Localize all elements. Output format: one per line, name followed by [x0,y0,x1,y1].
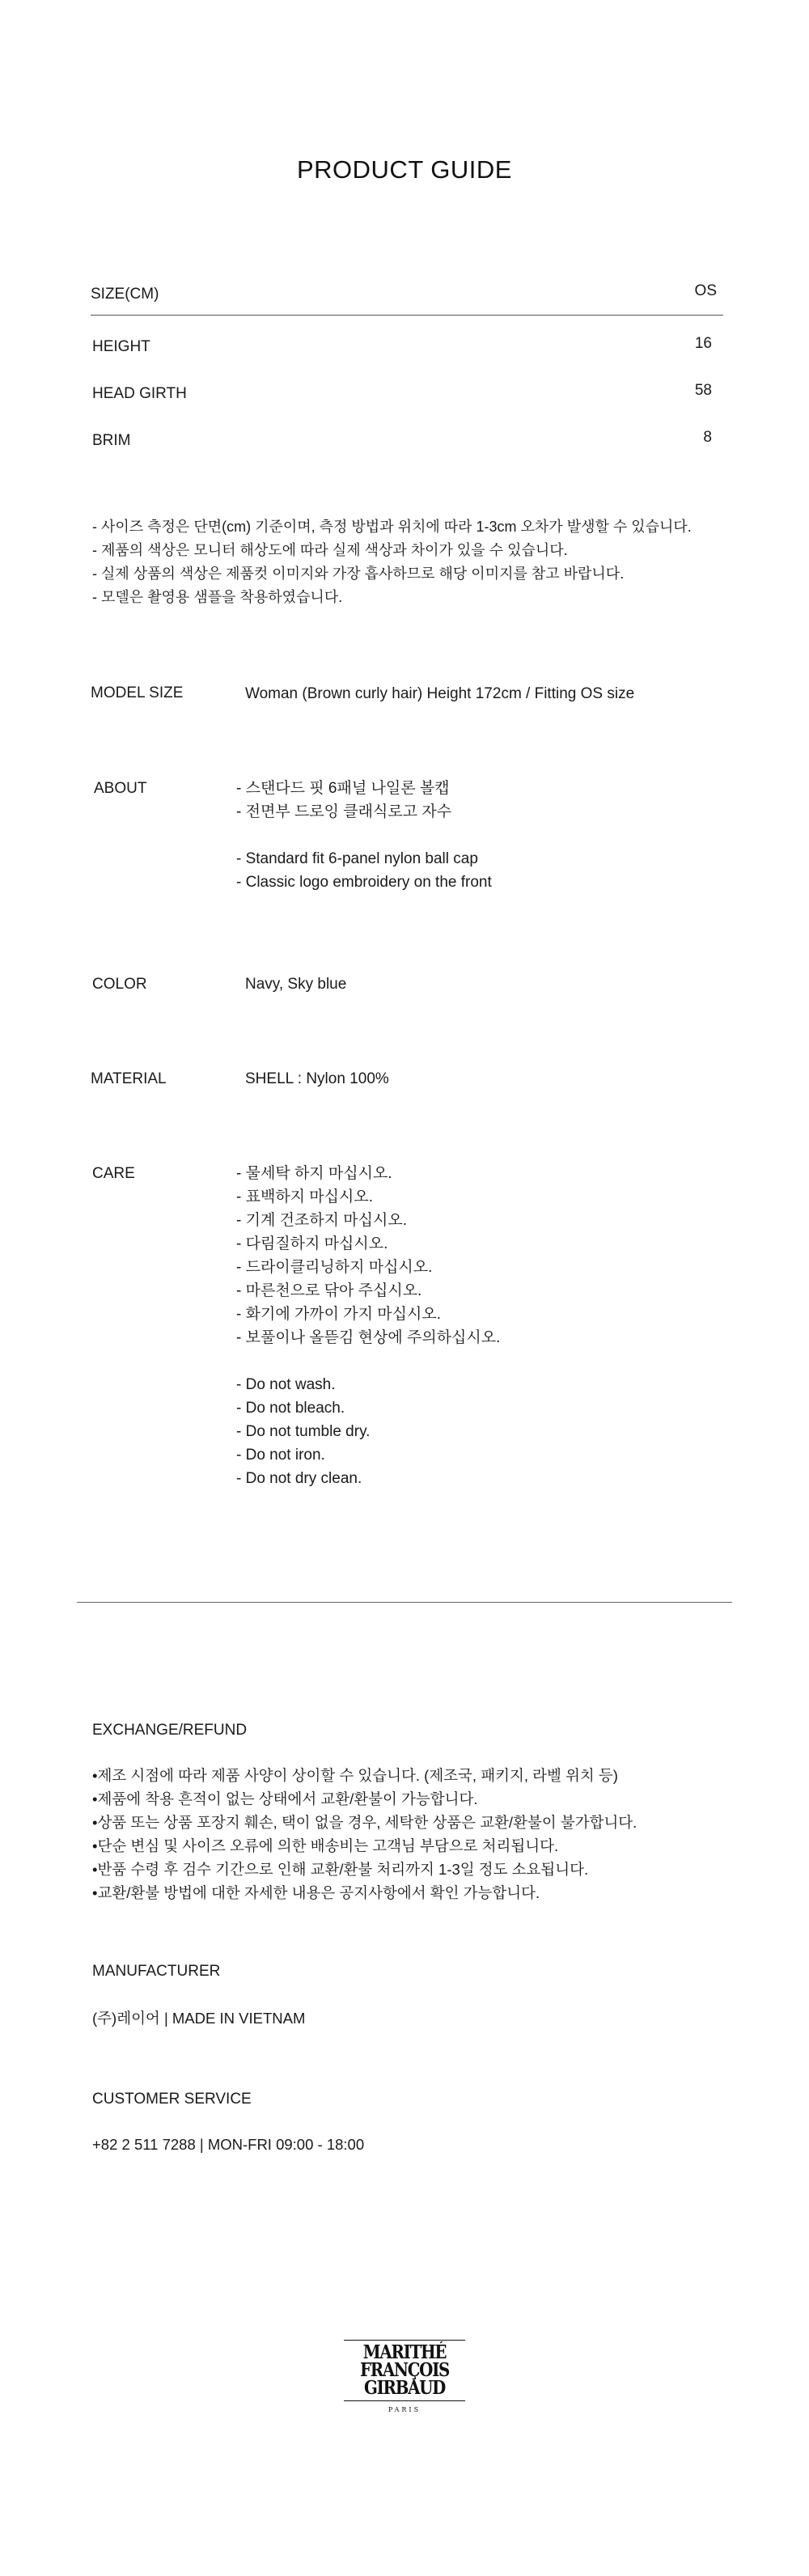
care-line: - 보풀이나 올뜯김 현상에 주의하십시오. [236,1329,501,1346]
about-line [236,824,492,847]
exchange-line: •제조 시점에 따라 제품 사양이 상이할 수 있습니다. (제조국, 패키지, 라벨 위치 등) [92,1767,618,1784]
care-line: - 화기에 가까이 가지 마십시오. [236,1306,441,1323]
size-row-value: 58 [694,382,712,399]
customer-service-text: +82 2 511 7288 | MON-FRI 09:00 - 18:00 [92,2136,365,2153]
size-header-value: OS [694,282,717,299]
exchange-lines [92,1764,637,1904]
customer-service-value [92,2133,364,2156]
logo-word-3: GIRBAUD [363,2377,446,2399]
size-row-value: 8 [703,429,712,446]
brand-logo [344,2340,465,2413]
note-line: - 모델은 촬영용 샘플을 착용하였습니다. [92,589,343,605]
logo-word-1: MARITHÉ [362,2341,447,2363]
size-header-label: SIZE(CM) [91,286,159,303]
care-line: - Do not dry clean. [236,1470,362,1487]
care-line: - Do not wash. [236,1376,336,1393]
care-lines [236,1162,500,1490]
material-value [245,1067,389,1091]
about-lines [236,777,492,894]
size-table [91,279,723,456]
exchange-title: EXCHANGE/REFUND [92,1722,248,1739]
exchange-line: •교환/환불 방법에 대한 자세한 내용은 공지사항에서 확인 가능합니다. [92,1884,540,1901]
material-text: SHELL : Nylon 100% [245,1070,389,1087]
material-label: MATERIAL [91,1070,167,1087]
logo-bottom-rule [344,2400,465,2401]
care-line: - 물세탁 하지 마십시오. [236,1165,392,1182]
manufacturer-title: MANUFACTURER [92,1963,221,1980]
model-size-label: MODEL SIZE [91,684,184,701]
care-line: - Do not tumble dry. [236,1423,371,1440]
about-line: - Classic logo embroidery on the front [236,874,492,891]
size-row-brim [91,409,723,456]
exchange-line: •단순 변심 및 사이즈 오류에 의한 배송비는 고객님 부담으로 처리됩니다. [92,1837,559,1854]
logo-word-2: FRANÇOIS [359,2359,450,2381]
exchange-line: •제품에 착용 흔적이 없는 상태에서 교환/환불이 가능합니다. [92,1790,478,1807]
care-line: - 기계 건조하지 마십시오. [236,1212,407,1229]
size-row-head-girth [91,362,723,409]
note-line: - 제품의 색상은 모니터 해상도에 따라 실제 색상과 차이가 있을 수 있습니다. [92,542,568,558]
note-line: - 실제 상품의 색상은 제품컷 이미지와 가장 흡사하므로 해당 이미지를 참고 바랍니다. [92,566,625,582]
model-size-text: Woman (Brown curly hair) Height 172cm / Fitting OS size [245,685,635,702]
about-line: - 전면부 드로잉 클래식로고 자수 [236,803,452,820]
exchange-line: •반품 수령 후 검수 기간으로 인해 교환/환불 처리까지 1-3일 정도 소요됩니다. [92,1861,589,1878]
about-label: ABOUT [94,780,147,797]
note-line: - 사이즈 측정은 단면(cm) 기준이며, 측정 방법과 위치에 따라 1-3cm 오차가 발생할 수 있습니다. [92,519,692,535]
color-value [245,972,346,996]
care-line: - 마른천으로 닦아 주십시오. [236,1282,422,1299]
size-row-label: BRIM [92,432,131,449]
size-row-label: HEAD GIRTH [92,385,187,402]
size-table-header [91,279,723,316]
care-line: - Do not iron. [236,1447,325,1464]
care-label: CARE [92,1165,135,1182]
logo-city: PARIS [388,2406,421,2413]
color-text: Navy, Sky blue [245,976,347,993]
care-line [236,1349,500,1373]
care-line: - Do not bleach. [236,1400,345,1417]
size-row-value: 16 [694,335,712,352]
model-size-value [245,682,634,705]
care-line: - 다림질하지 마십시오. [236,1235,388,1252]
exchange-line: •상품 또는 상품 포장지 훼손, 택이 없을 경우, 세탁한 상품은 교환/환불이 불가합니다. [92,1814,637,1831]
customer-service-title: CUSTOMER SERVICE [92,2091,252,2108]
manufacturer-text: (주)레이어 | MADE IN VIETNAM [92,2010,306,2027]
size-notes [92,515,692,609]
logo-top-rule [344,2340,465,2341]
section-divider [77,1602,732,1603]
about-line: - 스탠다드 핏 6패널 나일론 볼캡 [236,780,450,797]
about-line: - Standard fit 6-panel nylon ball cap [236,850,478,867]
page-title: PRODUCT GUIDE [296,155,512,184]
manufacturer-value [92,2006,305,2030]
care-line: - 드라이클리닝하지 마십시오. [236,1259,433,1276]
color-label: COLOR [92,976,147,993]
size-row-label: HEIGHT [92,338,150,355]
size-row-height [91,316,723,362]
care-line: - 표백하지 마십시오. [236,1188,373,1205]
